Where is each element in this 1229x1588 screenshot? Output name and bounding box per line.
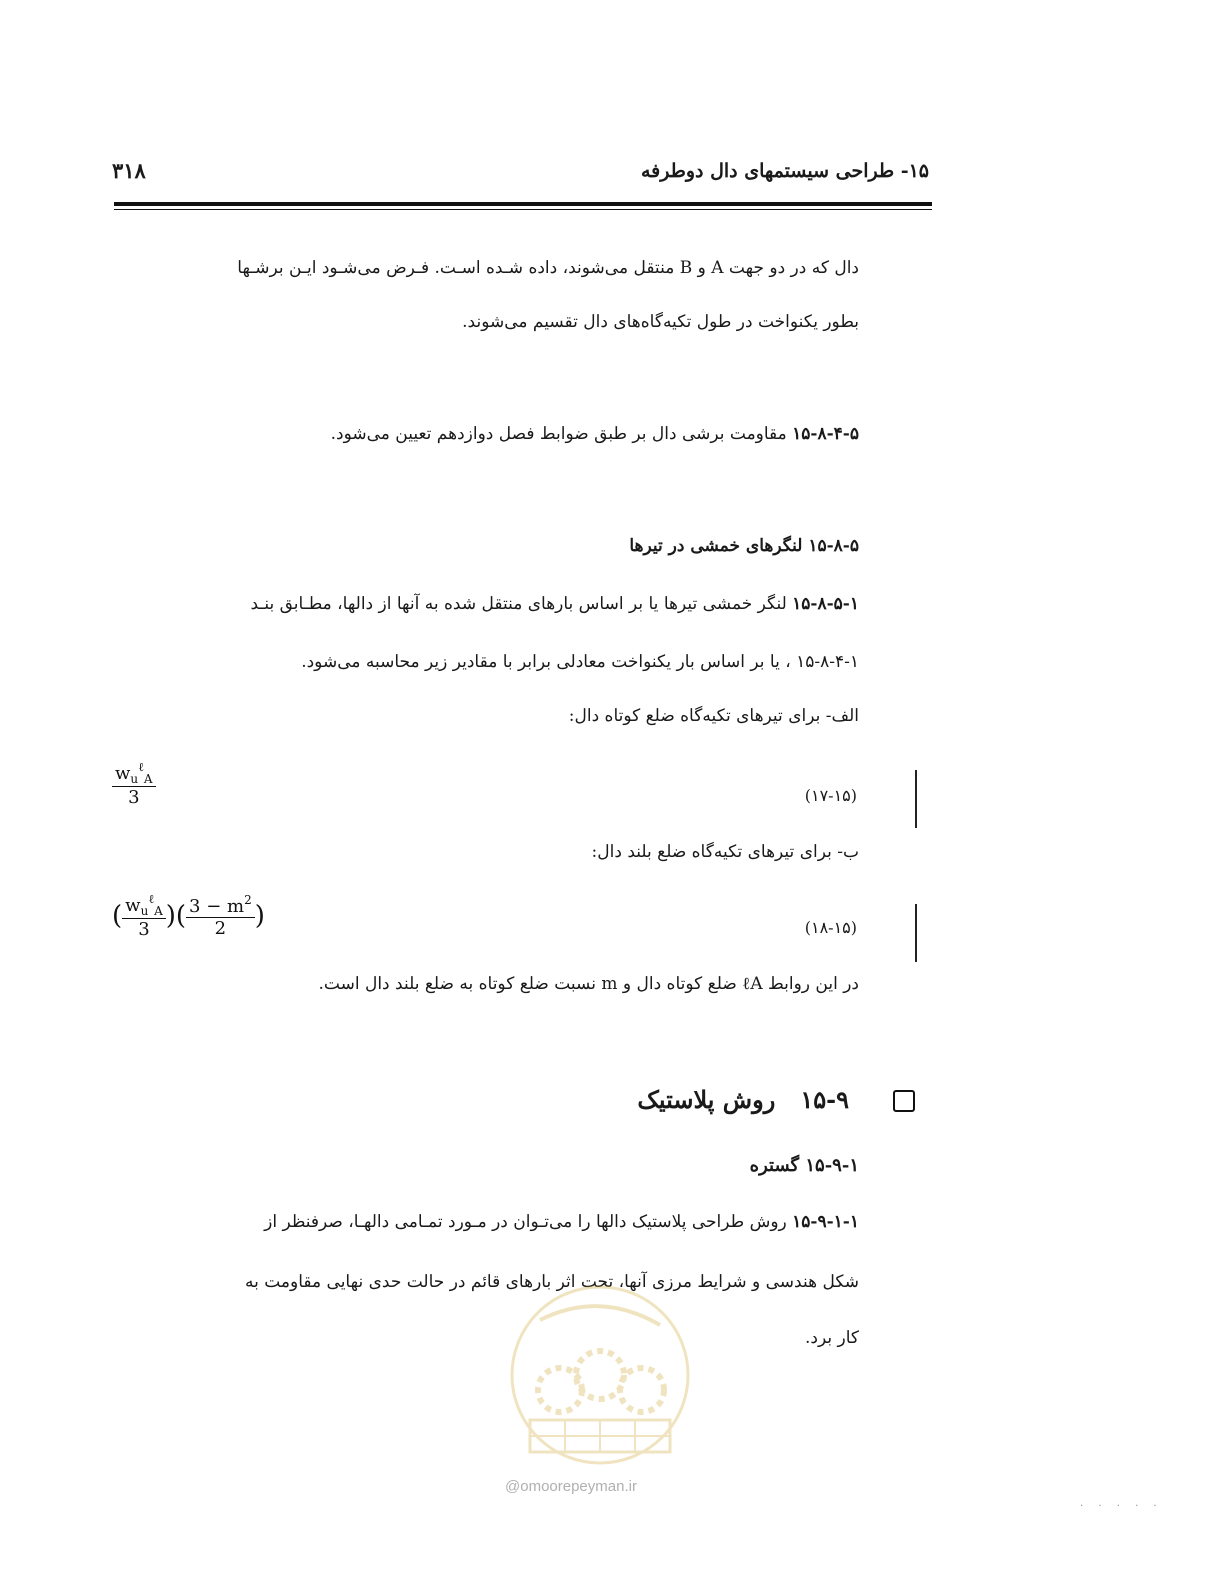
subsection-number: ۱۵-۹-۱ xyxy=(805,1155,859,1176)
clause-text: مقاومت برشی دال بر طبق ضوابط فصل دوازدهم تعیین می‌شود. xyxy=(330,424,787,444)
item-a: الف- برای تیرهای تکیه‌گاه ضلع کوتاه دال: xyxy=(568,706,859,726)
clause-15-8-5-1-line-2: ۱۵-۸-۴-۱ ، یا بر اساس بار یکنواخت معادلی برابر با مقادیر زیر محاسبه می‌شود. xyxy=(301,652,859,672)
equation-label-18-15: (۱۸-۱۵) xyxy=(804,918,857,937)
clause-15-9-1-1-line-3: کار برد. xyxy=(805,1328,859,1348)
clause-text: لنگر خمشی تیرها یا بر اساس بارهای منتقل شده به آنها از دالها، مطـابق بنـد xyxy=(250,594,787,614)
subsection-15-9-1-heading xyxy=(750,1155,859,1176)
running-header-title: ۱۵- طراحی سیستمهای دال دوطرفه xyxy=(640,160,929,182)
equation-18-15: ( $\frac{w_u^\ell_A}{3}$ )( $\frac{3 - m^2}{2}$ ) xyxy=(112,892,265,940)
section-number: ۱۵-۹ xyxy=(800,1085,849,1114)
clause-text: روش طراحی پلاستیک دالها را می‌تـوان در مـورد تمـامی دالهـا، صرفنظر از xyxy=(264,1212,787,1232)
fraction-1 xyxy=(122,892,166,940)
section-15-8-5-heading xyxy=(109,534,859,560)
clause-number: ۱۵-۸-۵-۱ xyxy=(792,594,859,614)
denominator: 2 xyxy=(214,918,227,939)
numerator: $3 - m^2$ xyxy=(186,893,255,918)
fraction-2 xyxy=(186,893,255,939)
intro-line-1: دال که در دو جهت A و B منتقل می‌شوند، داده شـده اسـت. فـرض می‌شـود ایـن برشـها xyxy=(237,258,859,278)
section-box-icon xyxy=(893,1090,915,1112)
denominator: 3 xyxy=(128,787,140,808)
scan-dots: . . . . . xyxy=(1080,1498,1163,1509)
clause-15-9-1-1-line-2: شکل هندسی و شرایط مرزی آنها، تحت اثر بارهای قائم در حالت حدی نهایی مقاومت به xyxy=(244,1272,859,1292)
margin-bar xyxy=(915,770,917,828)
fraction xyxy=(112,760,156,808)
item-b: ب- برای تیرهای تکیه‌گاه ضلع بلند دال: xyxy=(591,842,859,862)
clause-number: ۱۵-۹-۱-۱ xyxy=(792,1212,859,1232)
margin-bar xyxy=(915,904,917,962)
equation-label-17-15: (۱۷-۱۵) xyxy=(804,786,857,805)
clause-15-9-1-1-line-1 xyxy=(109,1210,859,1236)
clause-15-8-5-1-line-1 xyxy=(109,592,859,618)
section-15-9-heading xyxy=(637,1085,849,1114)
intro-line-2: بطور یکنواخت در طول تکیه‌گاه‌های دال تقسیم می‌شوند. xyxy=(462,312,859,332)
symbol-note: در این روابط ℓA ضلع کوتاه دال و m نسبت ضلع کوتاه به ضلع بلند دال است. xyxy=(318,974,859,994)
header-rule xyxy=(114,202,932,206)
watermark-logo-icon xyxy=(500,1280,700,1470)
header-rule-thin xyxy=(114,209,932,210)
clause-15-8-4-5 xyxy=(109,422,859,448)
section-number: ۱۵-۸-۵ xyxy=(808,536,859,556)
numerator: $w_u^\ell_A$ xyxy=(122,892,166,919)
watermark-site-text: @omoorepeyman.ir xyxy=(505,1478,637,1495)
equation-17-15 xyxy=(112,760,156,808)
clause-number: ۱۵-۸-۴-۵ xyxy=(792,424,859,444)
section-title: روش پلاستیک xyxy=(637,1085,776,1114)
subsection-title: گستره xyxy=(749,1155,800,1176)
numerator: $w_u^\ell_A$ xyxy=(112,760,156,787)
page-number: ۳۱۸ xyxy=(112,158,146,183)
section-title: لنگرهای خمشی در تیرها xyxy=(629,536,803,556)
denominator: 3 xyxy=(138,919,150,940)
